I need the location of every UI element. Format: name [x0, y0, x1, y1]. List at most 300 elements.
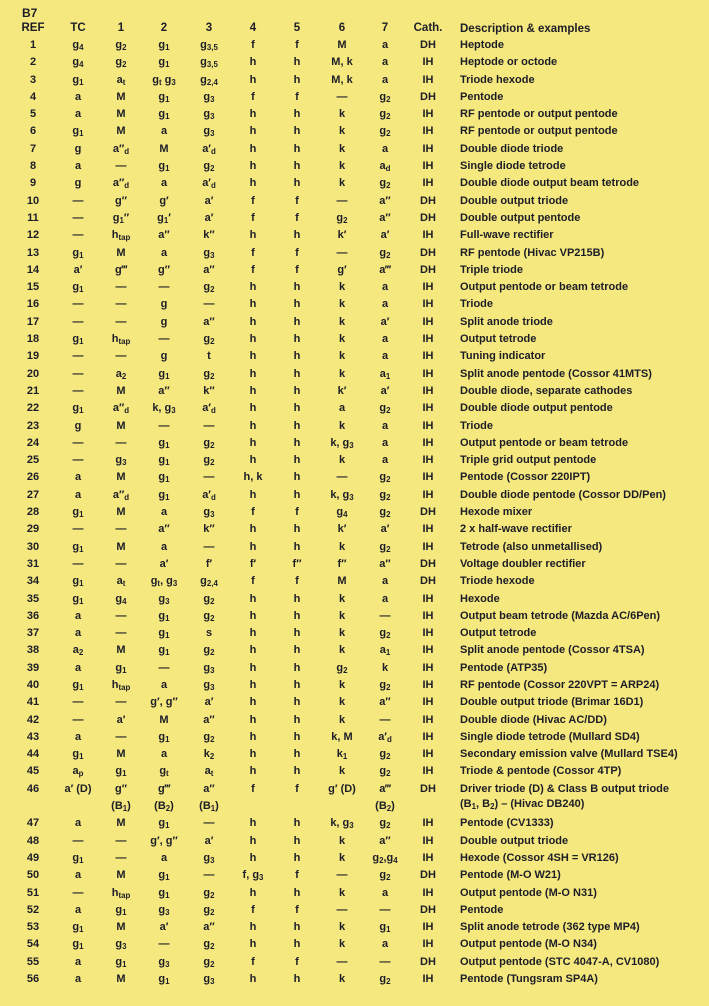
- table-row: [10, 539, 705, 556]
- cathode-cell: IH: [422, 678, 434, 691]
- pin5-cell: f: [295, 575, 299, 588]
- pin3-cell: $g_2$: [203, 454, 215, 468]
- pin5-cell: h: [293, 886, 301, 899]
- description-cell: Pentode: [460, 90, 504, 103]
- pin1-cell: $a''_d$: [112, 142, 130, 156]
- pin2-cell: g″: [158, 263, 170, 276]
- pin6-cell: k, M: [331, 730, 353, 743]
- pin4-cell: f, $g_3$: [242, 869, 264, 883]
- description-cell: Heptode or octode: [460, 56, 558, 69]
- pin3-cell: $g_3$: [203, 125, 215, 139]
- pin2-cell: a′: [159, 921, 169, 934]
- pin6-cell: k, $g_3$: [330, 436, 354, 450]
- pin2-cell: a′: [159, 557, 169, 570]
- cathode-cell: IH: [422, 765, 434, 778]
- pin5-cell: h: [293, 523, 301, 536]
- pin3-cell: —: [203, 298, 215, 311]
- pin1-cell: $g_3$: [115, 454, 127, 468]
- cathode-cell: DH: [420, 263, 436, 276]
- pin3-cell: $g_2$: [203, 644, 215, 658]
- pin3-cell: $g_3$: [203, 678, 215, 692]
- pin1-cell: —: [115, 851, 127, 864]
- tc-cell: $g_4$: [72, 39, 84, 52]
- pin2-cell: a: [160, 540, 168, 553]
- pin6-cell: M, k: [331, 73, 353, 86]
- pin7-cell: $g_2$: [379, 678, 391, 692]
- pin4-cell: h: [249, 886, 257, 899]
- pin7-cell: $g_2$: [379, 402, 391, 416]
- pin6-cell: k: [338, 678, 346, 691]
- pin6-cell: k: [338, 592, 346, 605]
- pin6-cell: $g_2$: [336, 211, 348, 225]
- description-cell: Pentode (CV1333): [460, 817, 554, 830]
- table-row: [10, 279, 705, 296]
- description-cell: Triode hexode: [460, 73, 535, 86]
- pin3-cell: a″: [203, 263, 215, 276]
- tc-cell: —: [72, 367, 84, 380]
- pin6-cell: a: [338, 402, 346, 415]
- pin6-cell: —: [336, 903, 348, 916]
- pin6-cell: k: [338, 713, 346, 726]
- pin7-cell: a″: [379, 194, 391, 207]
- pin7-cell: —: [379, 609, 391, 622]
- tc-cell: —: [72, 696, 84, 709]
- pin5-cell: h: [293, 281, 301, 294]
- pin5-cell: h: [293, 488, 301, 501]
- pin1-cell: $g_2$: [115, 56, 127, 70]
- ref-cell: 21: [26, 384, 40, 397]
- pin3-cell: k″: [203, 229, 215, 242]
- pin7-cell: $g_1$: [379, 921, 391, 935]
- description-cell: Double output triode (Brimar 16D1): [460, 696, 644, 709]
- tc-cell: a: [74, 471, 82, 484]
- pin6-cell: k: [338, 834, 346, 847]
- table-row: [10, 348, 705, 365]
- column-header: REF: [21, 22, 45, 34]
- pin6-cell: M, k: [331, 56, 353, 69]
- cathode-cell: IH: [422, 488, 434, 501]
- cathode-cell: DH: [420, 903, 436, 916]
- tc-cell: g: [74, 142, 82, 155]
- pin6-cell: k, $g_3$: [330, 817, 354, 831]
- pin3-cell: $g_2$: [203, 955, 215, 969]
- pin1-cell: $h_{tap}$: [111, 229, 131, 243]
- table-row: [10, 919, 705, 936]
- pin3-cell: $g_{3,5}$: [200, 56, 218, 70]
- pin3-cell: $g_2$: [203, 730, 215, 744]
- pin3-cell: $a'_d$: [202, 142, 216, 156]
- pin5-cell: h: [293, 713, 301, 726]
- description-cell: Pentode (Tungsram SP4A): [460, 973, 598, 986]
- pin2-cell: g: [160, 315, 168, 328]
- pin5-cell: h: [293, 661, 301, 674]
- pin7-cell: a: [381, 575, 389, 588]
- pin3-cell: $g_{2,4}$: [200, 73, 218, 87]
- pin4-cell: h: [249, 523, 257, 536]
- column-header: Cath.: [413, 22, 443, 34]
- pin2-cell: a: [160, 177, 168, 190]
- pin4-cell: h: [249, 56, 257, 69]
- description-cell: Triple triode: [460, 263, 523, 276]
- pin4-cell: h: [249, 350, 257, 363]
- ref-cell: 3: [29, 73, 37, 86]
- cathode-cell: IH: [422, 350, 434, 363]
- ref-cell: 4: [29, 90, 37, 103]
- table-row: [10, 469, 705, 486]
- pin6-cell: M: [337, 575, 347, 588]
- tc-cell: —: [72, 557, 84, 570]
- pin3-cell: s: [205, 627, 213, 640]
- pin7-cell: $g_2$: [379, 765, 391, 779]
- pin7-cell: $a'_d$: [378, 730, 392, 744]
- pin7-cell: a″: [379, 557, 391, 570]
- table-row: [10, 591, 705, 608]
- pin6-cell: k: [338, 973, 346, 986]
- pin3-cell: a′: [204, 696, 214, 709]
- ref-cell: 28: [26, 506, 40, 519]
- pin1-cell: $g_3$: [115, 938, 127, 952]
- pin2-cell: g‴ $(B_2)$: [154, 782, 174, 814]
- tc-cell: $g_1$: [72, 281, 84, 295]
- pin4-cell: h: [249, 713, 257, 726]
- cathode-cell: DH: [420, 782, 436, 795]
- pin1-cell: $h_{tap}$: [111, 886, 131, 900]
- pin2-cell: a: [160, 748, 168, 761]
- column-header: 7: [381, 22, 389, 34]
- pin3-cell: $g_{3,5}$: [200, 39, 218, 52]
- description-cell: Output pentode (M-O N34): [460, 938, 597, 951]
- pin2-cell: —: [158, 419, 170, 432]
- pin2-cell: M: [159, 142, 169, 155]
- pin4-cell: h: [249, 851, 257, 864]
- description-cell: Pentode: [460, 903, 504, 916]
- pin1-cell: M: [116, 644, 126, 657]
- ref-cell: 27: [26, 488, 40, 501]
- table-row: [10, 89, 705, 106]
- pin6-cell: k: [338, 886, 346, 899]
- pin2-cell: $g_1$: [158, 160, 170, 174]
- pin4-cell: f: [251, 782, 255, 795]
- pin4-cell: f: [251, 575, 255, 588]
- description-cell: Triode: [460, 298, 494, 311]
- pin1-cell: M: [116, 817, 126, 830]
- ref-cell: 47: [26, 817, 40, 830]
- pin1-cell: M: [116, 921, 126, 934]
- cathode-cell: IH: [422, 177, 434, 190]
- pin4-cell: h: [249, 419, 257, 432]
- pin1-cell: $g_1$: [115, 903, 127, 917]
- pin1-cell: M: [116, 869, 126, 882]
- pin1-cell: $g_1''$: [112, 211, 130, 225]
- pin4-cell: h: [249, 367, 257, 380]
- pin3-cell: t: [207, 350, 211, 363]
- pin5-cell: h: [293, 419, 301, 432]
- table-row: [10, 815, 705, 832]
- pin5-cell: h: [293, 402, 301, 415]
- table-row: [10, 902, 705, 919]
- tc-cell: $g_1$: [72, 938, 84, 952]
- pin6-cell: k: [338, 125, 346, 138]
- pin6-cell: —: [336, 246, 348, 259]
- pin5-cell: h: [293, 298, 301, 311]
- description-cell: Split anode tetrode (362 type MP4): [460, 921, 640, 934]
- table-row: [10, 452, 705, 469]
- table-row: [10, 625, 705, 642]
- cathode-cell: IH: [422, 973, 434, 986]
- ref-cell: 52: [26, 903, 40, 916]
- pin3-cell: $g_2$: [203, 367, 215, 381]
- pin7-cell: a: [381, 281, 389, 294]
- pin5-cell: h: [293, 644, 301, 657]
- table-row: [10, 175, 705, 192]
- pin2-cell: $g_1$: [158, 886, 170, 900]
- pin2-cell: a: [160, 125, 168, 138]
- pin5-cell: f″: [292, 557, 302, 570]
- pin2-cell: $g_t$: [159, 765, 169, 779]
- pin5-cell: h: [293, 696, 301, 709]
- ref-cell: 41: [26, 696, 40, 709]
- table-row: [10, 694, 705, 711]
- pin2-cell: g′: [159, 194, 169, 207]
- table-row: [10, 556, 705, 573]
- pin6-cell: k′: [337, 523, 347, 536]
- ref-cell: 22: [26, 402, 40, 415]
- description-cell: Pentode (ATP35): [460, 661, 548, 674]
- table-row: [10, 37, 705, 54]
- tc-cell: —: [72, 315, 84, 328]
- pin3-cell: —: [203, 419, 215, 432]
- pin2-cell: M: [159, 713, 169, 726]
- pin7-cell: a: [381, 350, 389, 363]
- pin3-cell: $g_2$: [203, 886, 215, 900]
- pin1-cell: —: [115, 281, 127, 294]
- tc-cell: a: [74, 90, 82, 103]
- pin4-cell: h: [249, 160, 257, 173]
- pin2-cell: $g_1$: [158, 56, 170, 70]
- pin4-cell: h: [249, 748, 257, 761]
- ref-cell: 26: [26, 471, 40, 484]
- pin4-cell: h: [249, 592, 257, 605]
- cathode-cell: IH: [422, 384, 434, 397]
- pin2-cell: g: [160, 298, 168, 311]
- description-cell: Double diode triode: [460, 142, 564, 155]
- cathode-cell: IH: [422, 730, 434, 743]
- pin1-cell: —: [115, 627, 127, 640]
- pin1-cell: —: [115, 315, 127, 328]
- pin5-cell: h: [293, 160, 301, 173]
- pin2-cell: a″: [158, 229, 170, 242]
- tc-cell: a: [74, 869, 82, 882]
- tc-cell: $g_1$: [72, 592, 84, 606]
- pin3-cell: a′: [204, 211, 214, 224]
- pin5-cell: h: [293, 471, 301, 484]
- pin4-cell: h: [249, 817, 257, 830]
- column-header: 6: [338, 22, 346, 34]
- pin7-cell: —: [379, 955, 391, 968]
- pin5-cell: h: [293, 315, 301, 328]
- pin6-cell: —: [336, 194, 348, 207]
- cathode-cell: IH: [422, 454, 434, 467]
- pin6-cell: k: [338, 851, 346, 864]
- cathode-cell: IH: [422, 592, 434, 605]
- ref-cell: 43: [26, 730, 40, 743]
- pin6-cell: k: [338, 627, 346, 640]
- pin5-cell: h: [293, 834, 301, 847]
- ref-cell: 46: [26, 782, 40, 795]
- tc-cell: $g_1$: [72, 748, 84, 762]
- cathode-cell: IH: [422, 108, 434, 121]
- pin5-cell: h: [293, 436, 301, 449]
- table-row: [10, 660, 705, 677]
- pin4-cell: h: [249, 229, 257, 242]
- pin1-cell: M: [116, 506, 126, 519]
- pin5-cell: f: [295, 506, 299, 519]
- description-cell: Double diode (Hivac AC/DD): [460, 713, 607, 726]
- ref-cell: 42: [26, 713, 40, 726]
- pin1-cell: —: [115, 436, 127, 449]
- description-cell: Double diode, separate cathodes: [460, 384, 633, 397]
- ref-cell: 37: [26, 627, 40, 640]
- table-row: [10, 72, 705, 89]
- pin7-cell: $g_2$: [379, 973, 391, 987]
- pin6-cell: k′: [337, 384, 347, 397]
- pin5-cell: h: [293, 973, 301, 986]
- pin5-cell: h: [293, 748, 301, 761]
- description-cell: 2 x half-wave rectifier: [460, 523, 572, 536]
- description-cell: Output tetrode: [460, 627, 537, 640]
- pin3-cell: —: [203, 471, 215, 484]
- pin6-cell: M: [337, 39, 347, 51]
- pin4-cell: h: [249, 938, 257, 951]
- pin4-cell: h: [249, 333, 257, 346]
- pin4-cell: h: [249, 298, 257, 311]
- pin4-cell: f: [251, 39, 255, 51]
- cathode-cell: IH: [422, 938, 434, 951]
- pin2-cell: $g_1$: [158, 488, 170, 502]
- pin3-cell: f′: [205, 557, 213, 570]
- pin5-cell: h: [293, 817, 301, 830]
- description-cell: Tetrode (also unmetallised): [460, 540, 603, 553]
- pin5-cell: f: [295, 955, 299, 968]
- pin7-cell: a: [381, 419, 389, 432]
- pin2-cell: $g_3$: [158, 903, 170, 917]
- pin3-cell: $g_3$: [203, 108, 215, 122]
- pin7-cell: a′: [380, 315, 390, 328]
- description-cell: Hexode: [460, 592, 500, 605]
- pin7-cell: $a_d$: [379, 160, 391, 174]
- description-cell: Voltage doubler rectifier: [460, 557, 586, 570]
- pin1-cell: M: [116, 419, 126, 432]
- pin1-cell: —: [115, 557, 127, 570]
- pin2-cell: a: [160, 506, 168, 519]
- pin5-cell: h: [293, 540, 301, 553]
- pin5-cell: f: [295, 782, 299, 795]
- pin3-cell: $g_3$: [203, 506, 215, 520]
- pin2-cell: $g_t$, $g_3$: [150, 575, 178, 589]
- pin4-cell: h: [249, 177, 257, 190]
- ref-cell: 56: [26, 973, 40, 986]
- description-cell: Output beam tetrode (Mazda AC/6Pen): [460, 609, 661, 622]
- tc-cell: a: [74, 973, 82, 986]
- pin1-cell: M: [116, 108, 126, 121]
- pin2-cell: $g_1$: [158, 609, 170, 623]
- description-cell: Double diode output beam tetrode: [460, 177, 640, 190]
- pin4-cell: h: [249, 627, 257, 640]
- pin1-cell: —: [115, 350, 127, 363]
- pin2-cell: a: [160, 246, 168, 259]
- pin5-cell: h: [293, 350, 301, 363]
- table-row: [10, 296, 705, 313]
- pin3-cell: $g_3$: [203, 90, 215, 104]
- cathode-cell: IH: [422, 436, 434, 449]
- ref-cell: 38: [26, 644, 40, 657]
- cathode-cell: IH: [422, 540, 434, 553]
- pin5-cell: f: [295, 194, 299, 207]
- description-cell: Double diode pentode (Cossor DD/Pen): [460, 488, 666, 501]
- pin6-cell: k: [338, 765, 346, 778]
- pin2-cell: $g_1$: [158, 869, 170, 883]
- cathode-cell: IH: [422, 748, 434, 761]
- table-row: [10, 867, 705, 884]
- table-row: [10, 885, 705, 902]
- table-row: [10, 833, 705, 850]
- pin5-cell: h: [293, 108, 301, 121]
- pin1-cell: —: [115, 730, 127, 743]
- tc-cell: a: [74, 661, 82, 674]
- cathode-cell: DH: [420, 575, 436, 588]
- pin3-cell: a′: [204, 834, 214, 847]
- cathode-cell: IH: [422, 644, 434, 657]
- ref-cell: 11: [27, 211, 39, 224]
- ref-cell: 9: [29, 177, 37, 190]
- pin3-cell: $k_2$: [203, 748, 215, 762]
- table-row: [10, 521, 705, 538]
- pin4-cell: f: [251, 263, 255, 276]
- description-cell: Double output pentode: [460, 211, 581, 224]
- tc-cell: $g_1$: [72, 125, 84, 139]
- table-row: [10, 936, 705, 953]
- table-row: [10, 763, 705, 780]
- cathode-cell: IH: [422, 402, 434, 415]
- pin3-cell: $g_2$: [203, 333, 215, 347]
- cathode-cell: IH: [422, 523, 434, 536]
- tc-cell: a: [74, 955, 82, 968]
- column-header: 2: [160, 22, 168, 34]
- cathode-cell: IH: [422, 627, 434, 640]
- pin7-cell: $g_2$: [379, 108, 391, 122]
- pin2-cell: $g_1$: [158, 817, 170, 831]
- tc-cell: —: [72, 211, 84, 224]
- tc-cell: $g_1$: [72, 506, 84, 520]
- pin3-cell: $g_3$: [203, 973, 215, 987]
- table-row: [10, 850, 705, 867]
- pin4-cell: h: [249, 696, 257, 709]
- table-row: [10, 677, 705, 694]
- tc-cell: $g_1$: [72, 921, 84, 935]
- pin1-cell: M: [116, 973, 126, 986]
- column-header: 1: [117, 22, 125, 34]
- pin5-cell: h: [293, 384, 301, 397]
- cathode-cell: DH: [420, 211, 436, 224]
- pin3-cell: $g_2$: [203, 903, 215, 917]
- pin3-cell: k″: [203, 384, 215, 397]
- table-row: [10, 141, 705, 158]
- pin2-cell: $g_1'$: [157, 211, 171, 225]
- pin5-cell: f: [295, 211, 299, 224]
- description-cell: Split anode pentode (Cossor 41MTS): [460, 367, 652, 380]
- tc-cell: a: [74, 730, 82, 743]
- pin2-cell: $g_1$: [158, 39, 170, 52]
